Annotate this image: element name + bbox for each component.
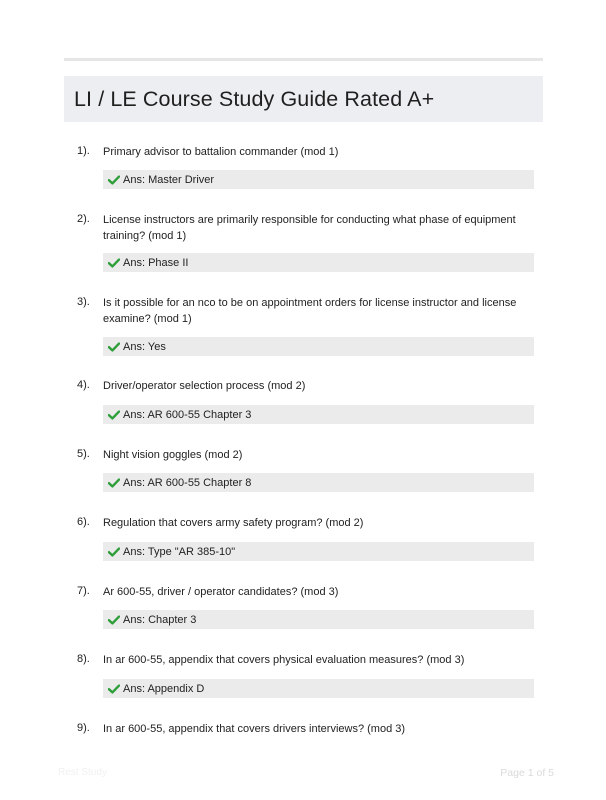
answer-box bbox=[103, 337, 534, 356]
check-icon bbox=[108, 684, 120, 694]
answer-box bbox=[103, 679, 534, 698]
answer-box bbox=[103, 253, 534, 272]
answer-text: Ans: Chapter 3 bbox=[123, 613, 197, 626]
question-text: Primary advisor to battalion commander (mod 1) bbox=[103, 146, 339, 158]
answer-box bbox=[103, 610, 534, 629]
question-number: 8). bbox=[77, 653, 90, 665]
page-indicator: Page 1 of 5 bbox=[500, 767, 554, 779]
check-icon bbox=[108, 478, 120, 488]
question-number: 6). bbox=[77, 516, 90, 528]
question-number: 5). bbox=[77, 448, 90, 460]
answer-box bbox=[103, 542, 534, 561]
question-text: Ar 600-55, driver / operator candidates? (mod 3) bbox=[103, 586, 339, 598]
answer-text: Ans: AR 600-55 Chapter 8 bbox=[123, 476, 252, 489]
question-number: 7). bbox=[77, 585, 90, 597]
check-icon bbox=[108, 547, 120, 557]
question-text: In ar 600-55, appendix that covers drivers interviews? (mod 3) bbox=[103, 723, 406, 735]
question-text: Regulation that covers army safety program? (mod 2) bbox=[103, 517, 364, 529]
question-number: 4). bbox=[77, 379, 90, 391]
answer-text: Ans: AR 600-55 Chapter 3 bbox=[123, 408, 252, 421]
question-text: In ar 600-55, appendix that covers physical evaluation measures? (mod 3) bbox=[103, 654, 465, 666]
answer-box bbox=[103, 405, 534, 424]
answer-text: Ans: Type "AR 385-10" bbox=[123, 545, 236, 558]
answer-box bbox=[103, 473, 534, 492]
answer-text: Ans: Yes bbox=[123, 340, 166, 353]
question-text: License instructors are primarily responsible for conducting what phase of equipment training? (mod 1) bbox=[103, 214, 516, 242]
check-icon bbox=[108, 342, 120, 352]
check-icon bbox=[108, 410, 120, 420]
document-title: LI / LE Course Study Guide Rated A+ bbox=[74, 86, 435, 111]
check-icon bbox=[108, 615, 120, 625]
footer-watermark: Rest Study bbox=[58, 767, 107, 778]
question-text: Is it possible for an nco to be on appointment orders for license instructor and license examine? (mod 1) bbox=[103, 297, 517, 325]
title-banner bbox=[64, 76, 543, 122]
question-number: 1). bbox=[77, 145, 90, 157]
question-text: Night vision goggles (mod 2) bbox=[103, 449, 243, 461]
top-divider bbox=[64, 58, 543, 61]
answer-box bbox=[103, 170, 534, 189]
answer-text: Ans: Master Driver bbox=[123, 173, 215, 186]
answer-text: Ans: Appendix D bbox=[123, 682, 205, 695]
check-icon bbox=[108, 258, 120, 268]
question-number: 3). bbox=[77, 296, 90, 308]
check-icon bbox=[108, 175, 120, 185]
question-text: Driver/operator selection process (mod 2) bbox=[103, 380, 306, 392]
answer-text: Ans: Phase II bbox=[123, 256, 189, 269]
question-number: 9). bbox=[77, 722, 90, 734]
question-number: 2). bbox=[77, 213, 90, 225]
